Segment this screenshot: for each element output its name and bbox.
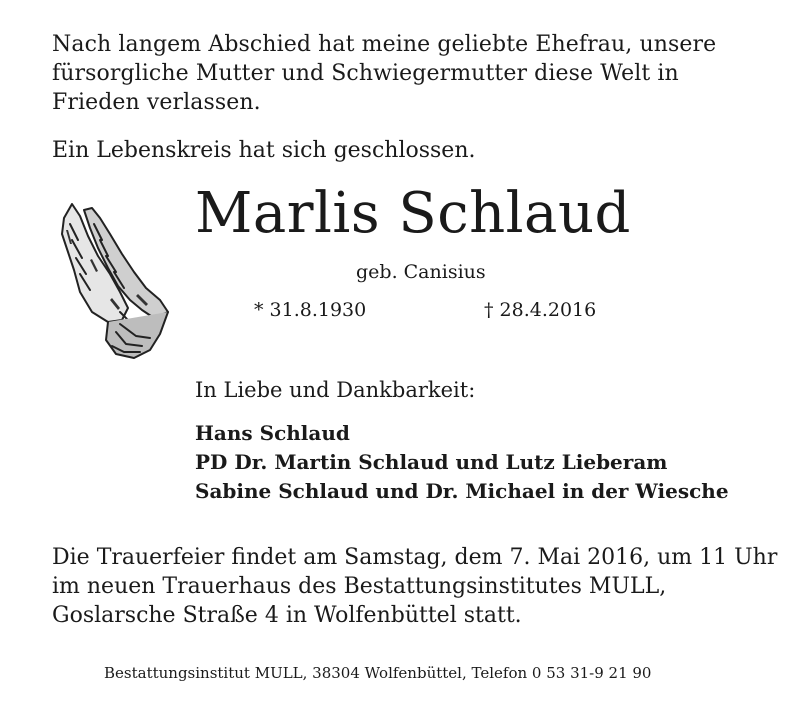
maiden-name: geb. Canisius (356, 261, 486, 283)
death-date: † 28.4.2016 (484, 299, 597, 321)
thanks-text: In Liebe und Dankbarkeit: (195, 378, 476, 402)
funeral-line: Die Trauerfeier findet am Samstag, dem 7. Mai 2016, um 11 Uhr (52, 545, 778, 570)
mourner-name: PD Dr. Martin Schlaud und Lutz Lieberam (195, 450, 668, 474)
birth-date: * 31.8.1930 (254, 299, 367, 321)
circle-text: Ein Lebenskreis hat sich geschlossen. (52, 138, 476, 163)
intro-line: Frieden verlassen. (52, 90, 261, 115)
intro-paragraph (52, 30, 716, 117)
funeral-line: im neuen Trauerhaus des Bestattungsinstitutes MULL, (52, 574, 667, 599)
funeral-line: Goslarsche Straße 4 in Wolfenbüttel statt. (52, 603, 522, 628)
praying-hands-icon (50, 200, 180, 360)
praying-hands-drawing (50, 200, 180, 360)
footer-contact: Bestattungsinstitut MULL, 38304 Wolfenbüttel, Telefon 0 53 31-9 21 90 (104, 664, 652, 682)
funeral-paragraph (52, 543, 777, 630)
intro-line: Nach langem Abschied hat meine geliebte Ehefrau, unsere (52, 32, 717, 57)
intro-line: fürsorgliche Mutter und Schwiegermutter diese Welt in (52, 61, 679, 86)
mourners-list (195, 419, 729, 506)
mourner-name: Hans Schlaud (195, 421, 350, 445)
mourner-name: Sabine Schlaud und Dr. Michael in der Wiesche (195, 479, 729, 503)
deceased-name: Marlis Schlaud (195, 181, 631, 246)
